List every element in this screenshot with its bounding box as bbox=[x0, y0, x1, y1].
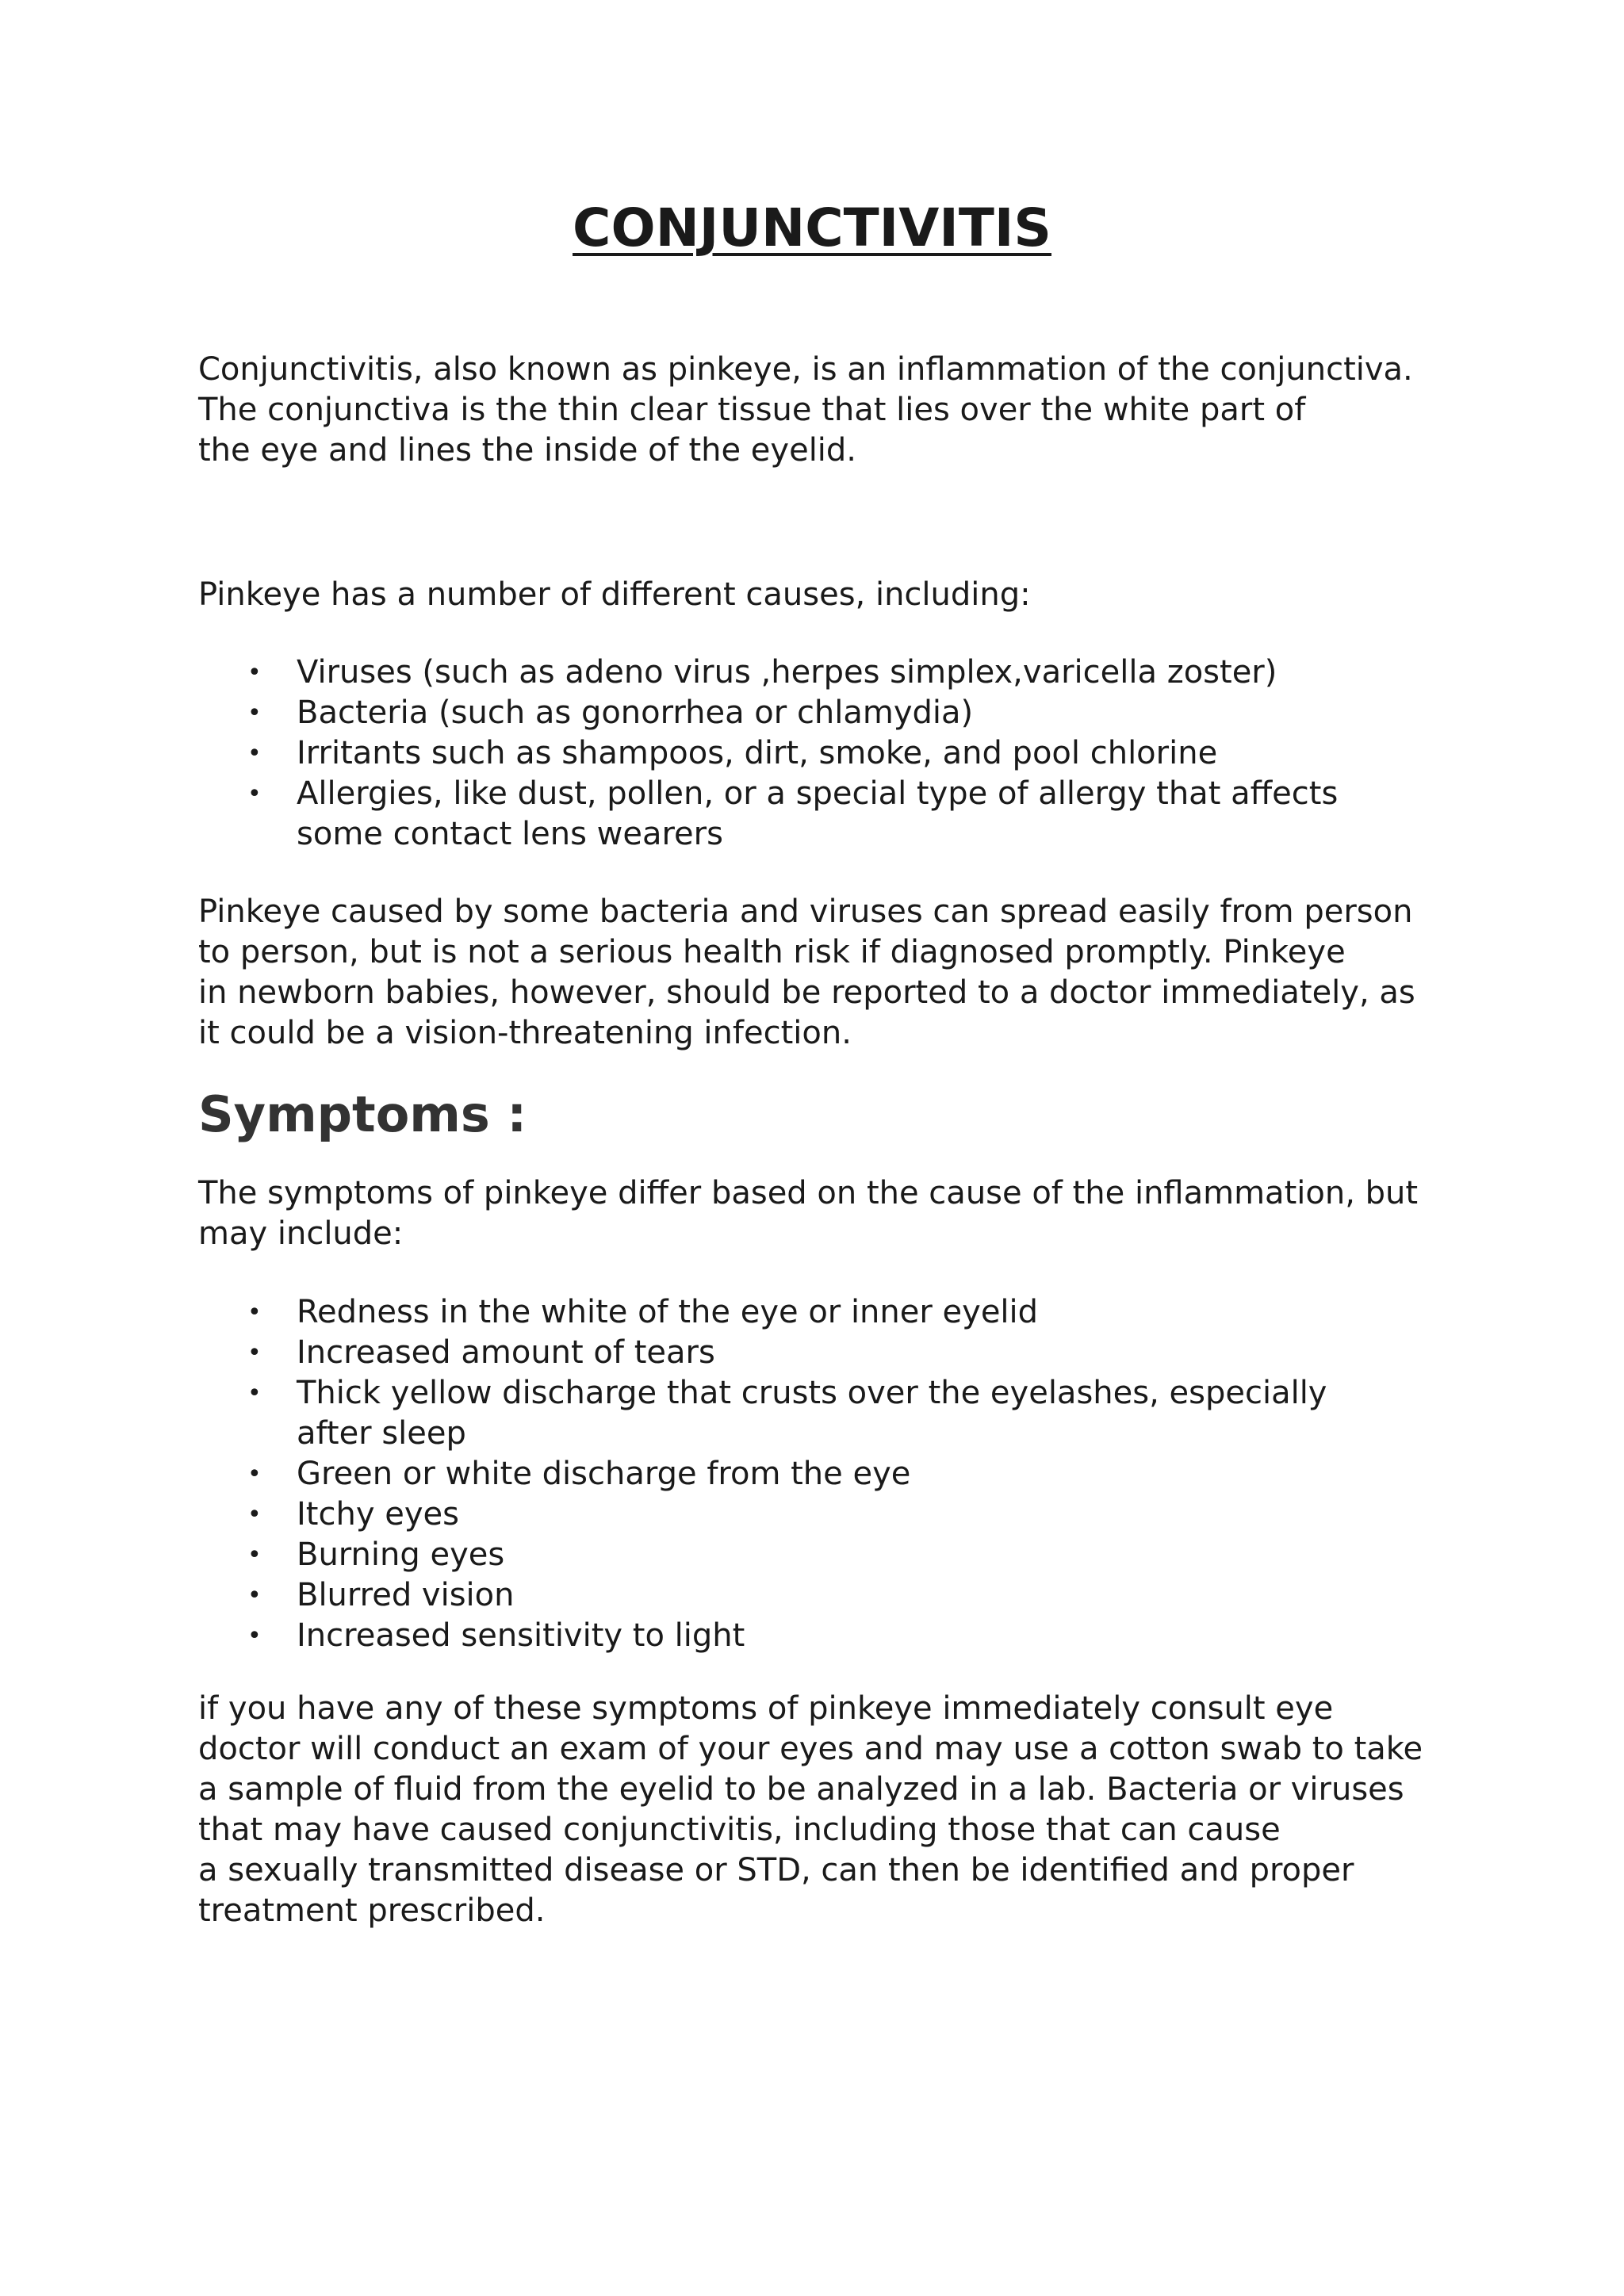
bullet-icon: • bbox=[247, 699, 262, 727]
list-item: • Green or white discharge from the eye bbox=[198, 1454, 1327, 1494]
list-item: • Increased sensitivity to light bbox=[198, 1616, 1327, 1656]
bullet-icon: • bbox=[247, 1299, 262, 1326]
causes-list bbox=[198, 652, 1338, 855]
list-item: • Increased amount of tears bbox=[198, 1333, 1327, 1373]
bullet-icon: • bbox=[247, 780, 262, 808]
bullet-icon: • bbox=[247, 1622, 262, 1650]
bullet-icon: • bbox=[247, 1501, 262, 1529]
bullet-icon: • bbox=[247, 659, 262, 687]
bullet-icon: • bbox=[247, 740, 262, 767]
causes-intro: Pinkeye has a number of different causes, including: bbox=[198, 576, 1031, 613]
symptoms-list bbox=[198, 1292, 1327, 1656]
list-item: • Viruses (such as adeno virus ,herpes simplex,varicella zoster) bbox=[198, 652, 1338, 693]
list-item: • Itchy eyes bbox=[198, 1494, 1327, 1535]
list-item: • Allergies, like dust, pollen, or a special type of allergy that affects some contact lens wearers bbox=[247, 775, 1339, 852]
bullet-icon: • bbox=[247, 1541, 262, 1569]
closing-paragraph: if you have any of these symptoms of pinkeye immediately consult eye doctor will conduct an exam of your eyes and may use a cotton swab to take a sample of fluid from the eyelid to be analyzed in a lab. Bacteria or viruses that may have caused conjunctivitis, including those that can cause a sexually transmitted disease or STD, can then be identified and proper treatment prescribed. bbox=[198, 1690, 1423, 1929]
list-item: • Burning eyes bbox=[198, 1535, 1327, 1575]
symptoms-intro: The symptoms of pinkeye differ based on the cause of the inflammation, but may include: bbox=[198, 1175, 1419, 1252]
bullet-icon: • bbox=[247, 1582, 262, 1609]
list-item: • Redness in the white of the eye or inner eyelid bbox=[198, 1292, 1327, 1333]
list-item: • Thick yellow discharge that crusts over the eyelashes, especially after sleep bbox=[247, 1375, 1327, 1452]
intro-paragraph: Conjunctivitis, also known as pinkeye, is an inflammation of the conjunctiva. The conjunctiva is the thin clear tissue that lies over the white part of the eye and lines the inside of the eyelid. bbox=[198, 351, 1413, 469]
bullet-icon: • bbox=[247, 1460, 262, 1488]
list-item: • Irritants such as shampoos, dirt, smoke, and pool chlorine bbox=[198, 733, 1338, 774]
bullet-icon: • bbox=[247, 1380, 262, 1407]
list-item: • Bacteria (such as gonorrhea or chlamydia) bbox=[198, 693, 1338, 733]
page-title: CONJUNCTIVITIS bbox=[573, 197, 1051, 258]
list-item: • Blurred vision bbox=[198, 1575, 1327, 1616]
spread-paragraph: Pinkeye caused by some bacteria and viruses can spread easily from person to person, but is not a serious health risk if diagnosed promptly. Pinkeye in newborn babies, however, should be reported to a doctor immediately, as it could be a vision-threatening infection. bbox=[198, 894, 1415, 1051]
symptoms-heading: Symptoms : bbox=[198, 1085, 527, 1143]
bullet-icon: • bbox=[247, 1339, 262, 1367]
